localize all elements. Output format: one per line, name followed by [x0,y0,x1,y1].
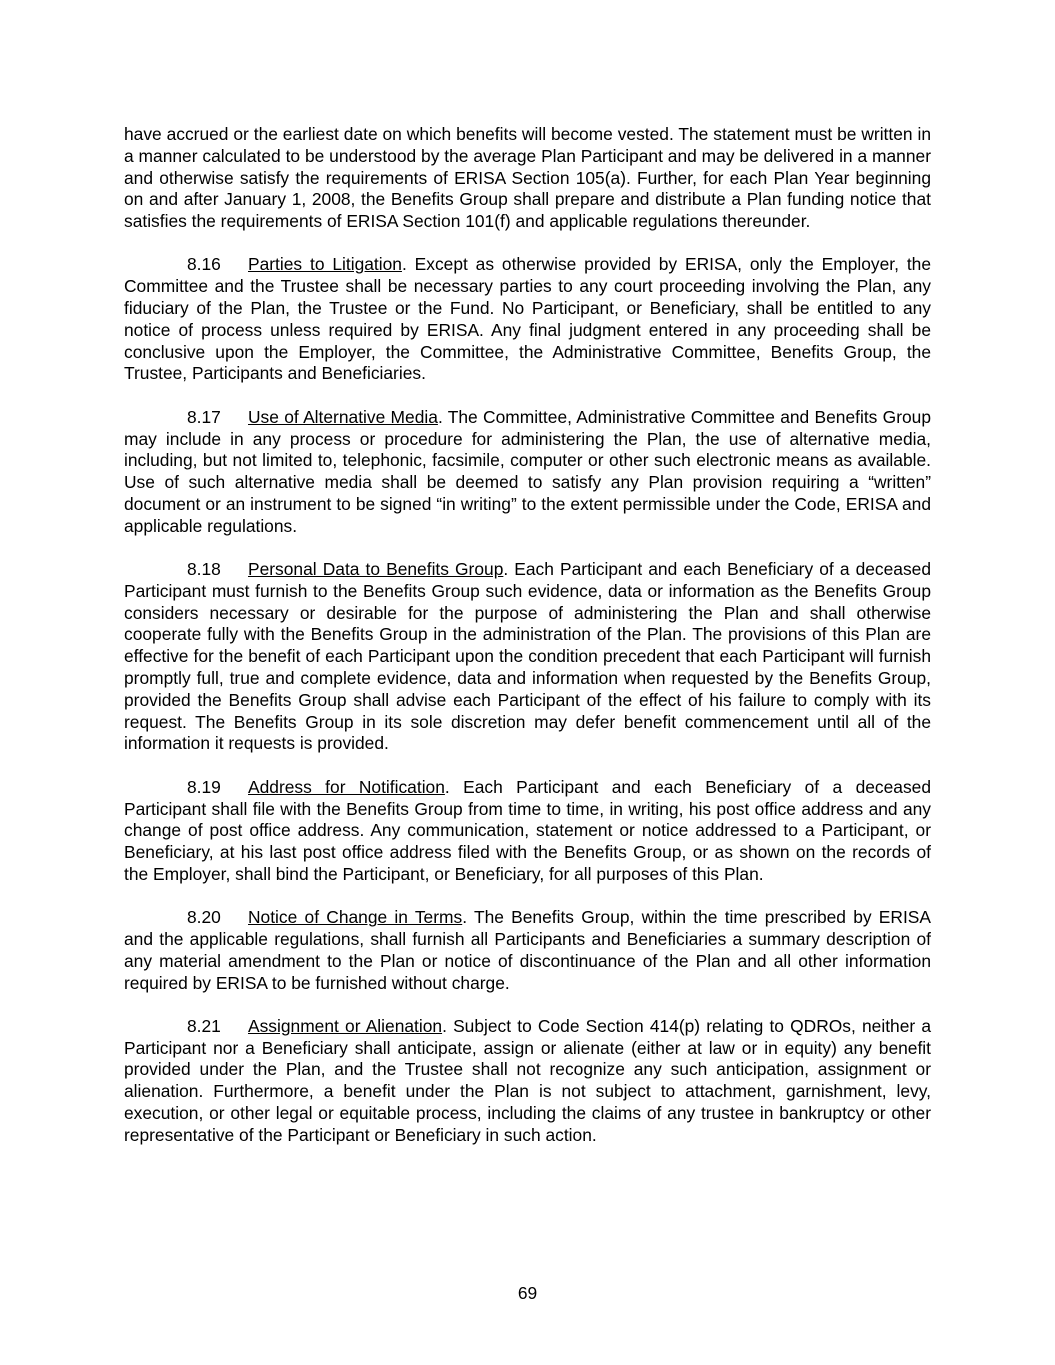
section-number: 8.19 [187,776,221,797]
section-heading: Assignment or Alienation [248,1015,443,1036]
section-body: . Except as otherwise provided by ERISA, only the Employer, the Committee and the Trustee shall be necessary parties to any court proceeding involving the Plan, any fiduciary of the Plan, the Trustee or the Fund. No Participant, or Beneficiary, shall be entitled to any notice of process unless required by ERISA. Any final judgment entered in any proceeding shall be conclusive upon the Employer, the Committee, the Administrative Committee, Benefits Group, the Trustee, Participants and Beneficiaries. [124,254,931,384]
section-heading: Address for Notification [248,776,445,797]
section-8-21 [124,1016,931,1147]
section-number: 8.16 [187,254,221,275]
section-number: 8.21 [187,1015,221,1036]
section-heading: Use of Alternative Media [248,406,438,427]
document-page [124,124,931,1168]
section-body: . Each Participant and each Beneficiary of a deceased Participant shall file with the Benefits Group from time to time, in writing, his post office address and any change of post office address. Any communication, statement or notice addressed to a Participant, or Beneficiary, at his last post office address filed with the Benefits Group, or as shown on the records of the Employer, shall bind the Participant, or Beneficiary, for all purposes of this Plan. [124,776,931,884]
section-number: 8.17 [187,406,221,427]
section-8-17 [124,407,931,538]
section-8-20 [124,907,931,994]
section-body: . Subject to Code Section 414(p) relating to QDROs, neither a Participant nor a Beneficiary shall anticipate, assign or alienate (either at law or in equity) any benefit provided under the Plan, and the Trustee shall not recognize any such anticipation, assignment or alienation. Furthermore, a benefit under the Plan is not subject to attachment, garnishment, levy, execution, or other legal or equitable process, including the claims of any trustee in bankruptcy or other representative of the Participant or Beneficiary in such action. [124,1015,931,1145]
section-8-16 [124,254,931,385]
section-8-19 [124,777,931,886]
section-body: . The Committee, Administrative Committee and Benefits Group may include in any process or procedure for administering the Plan, the use of alternative media, including, but not limited to, telephonic, facsimile, computer or other such electronic means as available. Use of such alternative media shall be deemed to satisfy any Plan provision requiring a “written” document or an instrument to be signed “in writing” to the extent permissible under the Code, ERISA and applicable regulations. [124,406,931,536]
intro-text: have accrued or the earliest date on which benefits will become vested. The statement must be written in a manner calculated to be understood by the average Plan Participant and may be delivered in a manner and otherwise satisfy the requirements of ERISA Section 105(a). Further, for each Plan Year beginning on and after January 1, 2008, the Benefits Group shall prepare and distribute a Plan funding notice that satisfies the requirements of ERISA Section 101(f) and applicable regulations thereunder. [124,124,931,232]
section-number: 8.20 [187,907,221,928]
section-number: 8.18 [187,559,221,580]
section-heading: Notice of Change in Terms [248,907,463,928]
section-heading: Parties to Litigation [248,254,402,275]
section-heading: Personal Data to Benefits Group [248,559,504,580]
section-8-18 [124,559,931,755]
page-number: 69 [517,1283,538,1303]
section-body: . Each Participant and each Beneficiary of a deceased Participant must furnish to the Benefits Group such evidence, data or information as the Benefits Group considers necessary or desirable for the purpose of administering the Plan and shall otherwise cooperate fully with the Benefits Group in the administration of the Plan. The provisions of this Plan are effective for the benefit of each Participant upon the condition precedent that each Participant will furnish promptly full, true and complete evidence, data and information when requested by the Benefits Group, provided the Benefits Group shall advise each Participant of the effect of his failure to comply with its request. The Benefits Group in its sole discretion may defer benefit commencement until all of the information it requests is provided. [124,559,932,754]
intro-paragraph [124,124,931,233]
section-body: . The Benefits Group, within the time prescribed by ERISA and the applicable regulations, shall furnish all Participants and Beneficiaries a summary description of any material amendment to the Plan or notice of discontinuance of the Plan and all other information required by ERISA to be furnished without charge. [124,907,931,993]
